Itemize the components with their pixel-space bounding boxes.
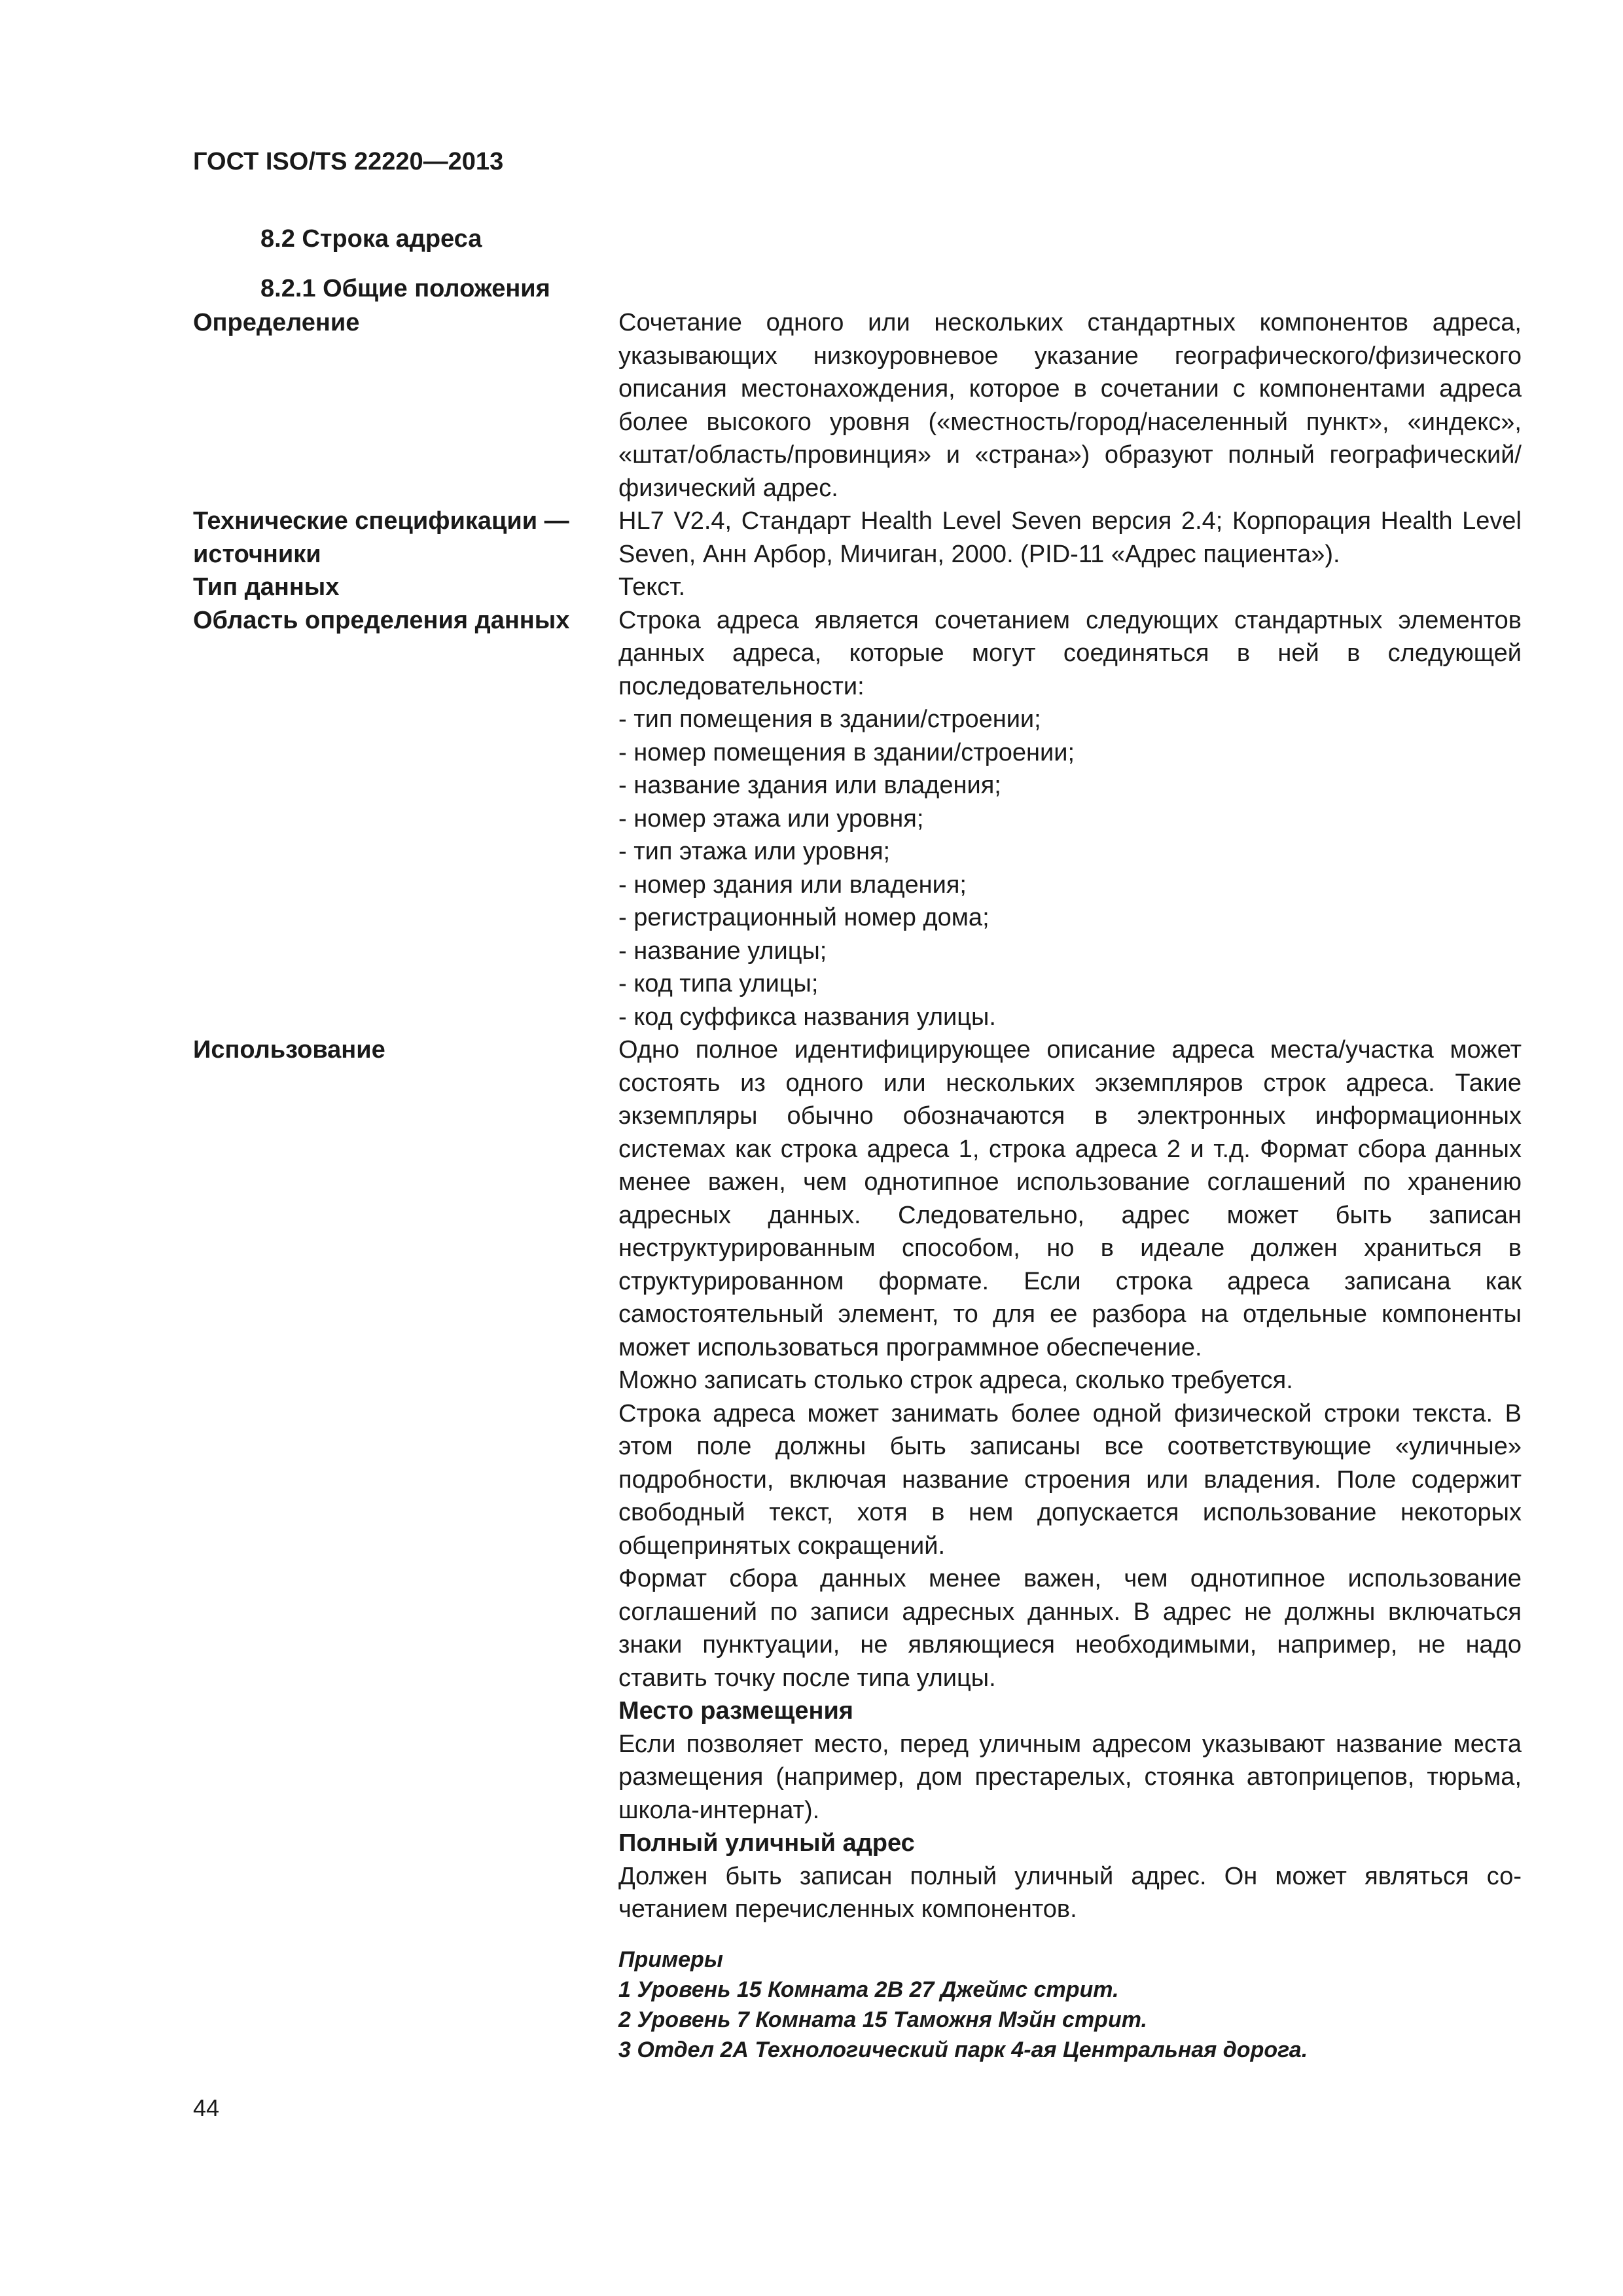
list-item: - код суффикса названия улицы. <box>618 1003 996 1031</box>
full-address-text: Должен быть записан полный уличный адрес. Он может являться сочетанием перечисленных компонентов. <box>618 1862 1522 1923</box>
list-item: - название здания или владения; <box>618 772 1001 799</box>
list-item: - номер этажа или уровня; <box>618 804 924 833</box>
placement-text: Если позволяет место, перед уличным адресом указывают название места размещения (например, дом престарелых, стоянка автоприцепов, тюрьма, школа-интернат). <box>618 1730 1522 1824</box>
example-item: 2 Уровень 7 Комната 15 Таможня Мэйн стрит. <box>618 2007 1147 2032</box>
list-item: - название улицы; <box>618 937 827 965</box>
full-address-heading: Полный уличный адрес <box>618 1829 915 1857</box>
list-item: - код типа улицы; <box>618 970 819 997</box>
value-definition <box>618 306 1522 505</box>
label-definition: Определение <box>193 309 360 336</box>
datatype-text: Текст. <box>618 573 686 601</box>
usage-paragraph-3: Строка адреса может занимать более одной физической строки текста. В этом поле должны быть записаны все соответствующие «уличные» подробности, включая название строения или владения. Поле содержит свободный текст, хотя в нем допускается использование некоторых общепринятых сокращений. <box>618 1399 1522 1560</box>
document-header: ГОСТ ISO/TS 22220—2013 <box>193 148 504 175</box>
list-item: - регистрационный номер дома; <box>618 904 990 931</box>
domain-list <box>618 703 1522 1033</box>
list-item: - номер здания или владения; <box>618 870 967 899</box>
usage-paragraph-2: Можно записать столько строк адреса, сколько требуется. <box>618 1367 1293 1394</box>
usage-paragraph-1: Одно полное идентифицирующее описание адреса места/участка может состоять из одного или нескольких экземпляров строк адреса. Такие экземпляры обычно обозначаются в электронных информационных системах как строка адреса 1, строка адреса 2 и т.д. Формат сбора данных менее важен, чем однотипное использование соглашений по хранению адресных данных. Следовательно, адрес может быть записан неструктурированным способом, но в идеале должен храниться в структурированном формате. Если строка адреса записана как самостоятельный элемент, то для ее разбора на отдельные компоненты может использоваться программное обеспечение. <box>618 1036 1522 1361</box>
row-definition <box>193 306 1522 505</box>
domain-intro: Строка адреса является сочетанием следующих стандартных элементов данных адреса, которые могут соединяться в ней в следующей последовательности: <box>618 606 1522 700</box>
row-domain <box>193 604 1522 1034</box>
label-spec: Технические спецификации — источники <box>193 507 569 568</box>
examples-title: Примеры <box>618 1946 723 1972</box>
examples-block <box>618 1945 1522 2065</box>
subsection-title: 8.2.1 Общие положения <box>260 275 550 302</box>
row-datatype <box>193 571 1522 604</box>
example-item: 1 Уровень 15 Комната 2В 27 Джеймс стрит. <box>618 1977 1119 2002</box>
list-item: - тип помещения в здании/строении; <box>618 706 1041 733</box>
value-spec <box>618 505 1522 571</box>
value-usage <box>618 1033 1522 2065</box>
definition-table <box>193 306 1522 2065</box>
list-item: - номер помещения в здании/строении; <box>618 738 1075 766</box>
value-datatype <box>618 571 1522 604</box>
row-spec <box>193 505 1522 571</box>
definition-text: Сочетание одного или нескольких стандартных компонентов адреса, указывающих низкоуровневое указание географического/физического описания местонахождения, которое в сочетании с компонентами адреса более высокого уровня («местность/город/населенный пункт», «индекс», «штат/область/провинция» и «страна») образуют полный географический/физический адрес. <box>618 309 1522 502</box>
usage-paragraph-4: Формат сбора данных менее важен, чем однотипное использование соглашений по записи адресных данных. В адрес не должны включаться знаки пунктуации, не являющиеся необходимыми, например, не надо ставить точку после типа улицы. <box>618 1565 1522 1692</box>
placement-heading: Место размещения <box>618 1697 853 1725</box>
spec-text: HL7 V2.4, Стандарт Health Level Seven версия 2.4; Корпорация Health Level Seven, Анн Арбор, Мичиган, 2000. (PID-11 «Адрес пациента»). <box>618 507 1522 568</box>
page-number: 44 <box>193 2094 220 2121</box>
section-title: 8.2 Строка адреса <box>260 225 482 253</box>
value-domain <box>618 604 1522 1034</box>
label-datatype: Тип данных <box>193 573 340 601</box>
label-usage: Использование <box>193 1036 385 1064</box>
list-item: - тип этажа или уровня; <box>618 838 891 865</box>
example-item: 3 Отдел 2А Технологический парк 4-ая Центральная дорога. <box>618 2037 1308 2062</box>
row-usage <box>193 1033 1522 2065</box>
label-domain: Область определения данных <box>193 606 570 634</box>
